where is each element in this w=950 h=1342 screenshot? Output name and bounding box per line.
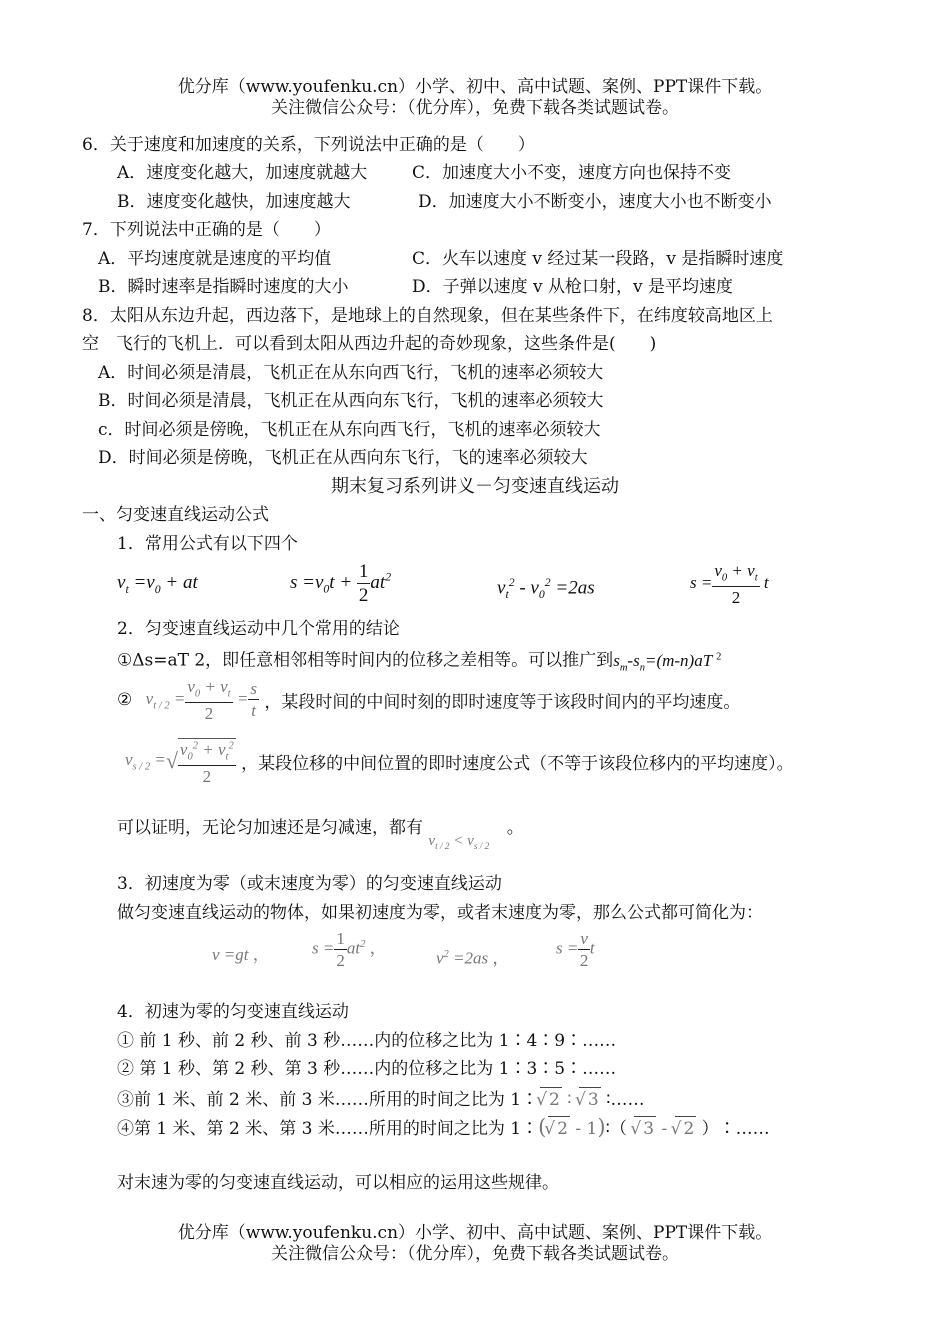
simplified-formula-velocity: v =gt ， bbox=[212, 945, 270, 964]
q7-option-c: C．火车以速度 v 经过某一段路，v 是指瞬时速度 bbox=[412, 249, 784, 269]
footer-line-2: 关注微信公众号：（优分库），免费下载各类试题试卷。 bbox=[271, 1244, 679, 1264]
formula-displacement: $s =v_0t$ + $\frac{1}{2}$ $at^2$ bbox=[290, 561, 392, 606]
item-3-description: 做匀变速直线运动的物体，如果初速度为零，或者末速度为零，那么公式都可简化为： bbox=[117, 903, 763, 923]
closing-note: 对末速为零的匀变速直线运动，可以相应的运用这些规律。 bbox=[117, 1173, 559, 1193]
footer-line-1: 优分库（www.youfenku.cn）小学、初中、高中试题、案例、PPT课件下载。 bbox=[177, 1223, 773, 1243]
middle-position-velocity-formula: $v_{s / 2}$ =√ $\frac{v_0^2 + v_t^2}{2}$ bbox=[125, 740, 234, 786]
simplified-formula-average: s = $\frac{v}{2}$ t bbox=[556, 929, 595, 970]
ratio-rule-1: ① 前 1 秒、前 2 秒、前 3 秒……内的位移之比为 1∶4∶9∶…… bbox=[117, 1031, 617, 1051]
formula-velocity-displacement: $v_t^2 - v_0^2 =2as$ bbox=[497, 576, 595, 602]
conclusion-3 bbox=[125, 738, 794, 785]
item-1-heading: 1．常用公式有以下四个 bbox=[117, 534, 298, 554]
q8-option-a: A．时间必须是清晨，飞机正在从东向西飞行，飞机的速率必须较大 bbox=[98, 363, 604, 383]
item-3-heading: 3．初速度为零（或末速度为零）的匀变速直线运动 bbox=[117, 874, 502, 894]
ratio-rule-2: ② 第 1 秒、第 2 秒、第 3 秒……内的位移之比为 1∶3∶5∶…… bbox=[117, 1059, 617, 1079]
lecture-title: 期末复习系列讲义－匀变速直线运动 bbox=[331, 476, 619, 497]
ratio-rule-3-text: ③前 1 米、前 2 米、前 3 米……所用的时间之比为 1∶ bbox=[117, 1090, 539, 1110]
ratio-rule-4-text: ④第 1 米、第 2 米、第 3 米……所用的时间之比为 1∶ bbox=[117, 1119, 539, 1139]
q7-option-a: A．平均速度就是速度的平均值 bbox=[98, 249, 332, 269]
simplified-formula-displacement: s = $\frac{1}{2}$ $at^2$ ， bbox=[312, 929, 387, 970]
q6-option-d: D．加速度大小不断变小，速度大小也不断变小 bbox=[418, 192, 772, 212]
q8-option-d: D．时间必须是傍晚，飞机正在从西向东飞行，飞的速率必须较大 bbox=[98, 448, 588, 468]
conclusion-3-text: ，某段位移的中间位置的即时速度公式（不等于该段位移内的平均速度）。 bbox=[241, 753, 794, 774]
simplified-formula-velocity-squared: $v^2 =2as$ ， bbox=[436, 948, 510, 968]
middle-time-velocity-formula: $v_{t / 2}$ = $\frac{v_0 + v_t}{2}$ = $\frac{s}{t}$ bbox=[145, 677, 257, 723]
item-2-heading: 2．匀变速直线运动中几个常用的结论 bbox=[117, 619, 400, 639]
conclusion-1-text: ①Δs=aT 2，即任意相邻相等时间内的位移之差相等。可以推广到 bbox=[117, 650, 614, 671]
formula-velocity: $v_t =v_0$ + at bbox=[117, 572, 198, 596]
formula-average-velocity: s = $\frac{v_0 + v_t}{2}$ t bbox=[690, 561, 769, 607]
header-line-1: 优分库（www.youfenku.cn）小学、初中、高中试题、案例、PPT课件下载。 bbox=[177, 77, 773, 97]
conclusion-1-formula: $s_m-s_n=(m-n)aT$ $^2$ bbox=[613, 650, 722, 674]
velocity-comparison: $v_{t / 2} < v_{s / 2}$ bbox=[428, 833, 490, 852]
proof-text: 可以证明，无论匀加速还是匀减速，都有 bbox=[117, 818, 423, 838]
q8-option-b: B．时间必须是清晨，飞机正在从西向东飞行，飞机的速率必须较大 bbox=[98, 391, 604, 411]
q6-option-c: C．加速度大小不变，速度方向也保持不变 bbox=[412, 163, 732, 183]
conclusion-2-text: ，某段时间的中间时刻的即时速度等于该段时间内的平均速度。 bbox=[264, 692, 741, 713]
q6-stem: 6．关于速度和加速度的关系，下列说法中正确的是（ ） bbox=[82, 135, 535, 155]
q8-stem-line-1: 8．太阳从东边升起，西边落下，是地球上的自然现象，但在某些条件下，在纬度较高地区上 bbox=[82, 306, 773, 326]
section-1-heading: 一、匀变速直线运动公式 bbox=[82, 505, 269, 525]
ratio-rule-4: ④第 1 米、第 2 米、第 3 米……所用的时间之比为 1∶(√ 2 - 1)∶（ √ 3 - √ 2 ）∶…… bbox=[117, 1116, 770, 1140]
q6-option-a: A．速度变化越大，加速度就越大 bbox=[117, 163, 368, 183]
proof-end: 。 bbox=[506, 818, 524, 838]
header-line-2: 关注微信公众号：（优分库），免费下载各类试题试卷。 bbox=[271, 98, 679, 118]
q8-option-c: c．时间必须是傍晚，飞机正在从东向西飞行，飞机的速率必须较大 bbox=[98, 420, 601, 440]
q7-stem: 7．下列说法中正确的是（ ） bbox=[82, 220, 331, 240]
conclusion-2: ② $v_{t / 2}$ = $\frac{v_0 + v_t}{2}$ = $\frac{s}{t}$ ，某段时间的中间时刻的即时速度等于该段时间内的平均速度。 bbox=[117, 677, 741, 723]
q7-option-b: B．瞬时速率是指瞬时速度的大小 bbox=[98, 277, 349, 297]
q6-option-b: B．速度变化越快，加速度越大 bbox=[117, 192, 351, 212]
proof-statement bbox=[117, 817, 524, 852]
q7-option-d: D．子弹以速度 v 从枪口射，v 是平均速度 bbox=[412, 277, 734, 297]
ratio-rule-3: ③前 1 米、前 2 米、前 3 米……所用的时间之比为 1∶√ 2 ∶ √ 3 ∶…… bbox=[117, 1087, 645, 1111]
item-4-heading: 4．初速为零的匀变速直线运动 bbox=[117, 1002, 349, 1022]
conclusion-1 bbox=[117, 646, 721, 679]
q8-stem-line-2: 空 飞行的飞机上．可以看到太阳从西边升起的奇妙现象，这些条件是( ) bbox=[82, 334, 657, 354]
